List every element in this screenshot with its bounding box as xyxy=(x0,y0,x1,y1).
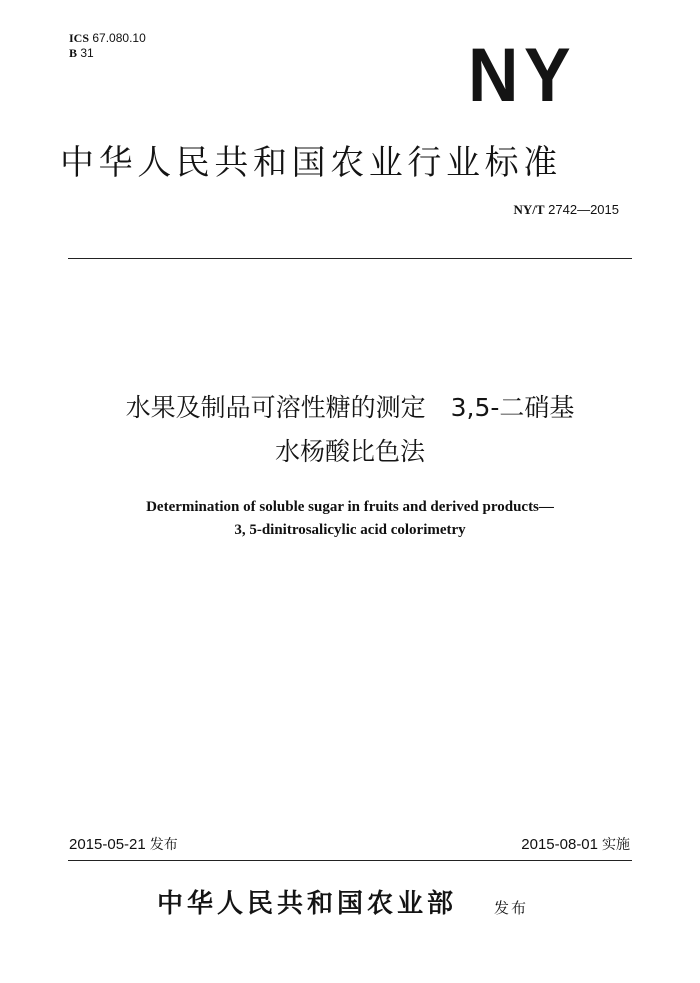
issue-date xyxy=(69,836,178,854)
top-divider xyxy=(68,258,632,259)
ics-label: ICS xyxy=(69,31,90,45)
ccs-code xyxy=(69,46,94,60)
standard-type-heading: 中华人民共和国农业行业标准 xyxy=(60,143,562,183)
title-english-line-2: 3, 5-dinitrosalicylic acid colorimetry xyxy=(234,522,466,538)
standard-number xyxy=(513,202,619,218)
bottom-divider xyxy=(68,860,632,861)
issue-date-value: 2015-05-21 xyxy=(69,836,146,853)
implementation-date-label: 实施 xyxy=(602,837,630,853)
standard-number-value: 2742—2015 xyxy=(548,202,619,217)
ccs-label: B xyxy=(69,46,78,60)
standard-number-prefix: NY/T xyxy=(513,202,545,217)
issuing-authority: 中华人民共和国农业部 xyxy=(157,889,458,919)
ccs-value: 31 xyxy=(80,46,94,60)
issue-date-label: 发布 xyxy=(149,837,178,853)
ics-value: 67.080.10 xyxy=(92,31,146,45)
implementation-date-value: 2015-08-01 xyxy=(521,836,598,853)
ics-code xyxy=(69,31,146,45)
implementation-date xyxy=(521,836,630,854)
title-chinese-line-1: 水果及制品可溶性糖的测定 3,5-二硝基 xyxy=(125,393,575,422)
title-chinese-line-2: 水杨酸比色法 xyxy=(274,437,425,466)
ny-logo: NY xyxy=(468,33,577,118)
issuing-authority-suffix: 发布 xyxy=(494,899,529,917)
title-english-line-1: Determination of soluble sugar in fruits and derived products— xyxy=(146,499,554,515)
